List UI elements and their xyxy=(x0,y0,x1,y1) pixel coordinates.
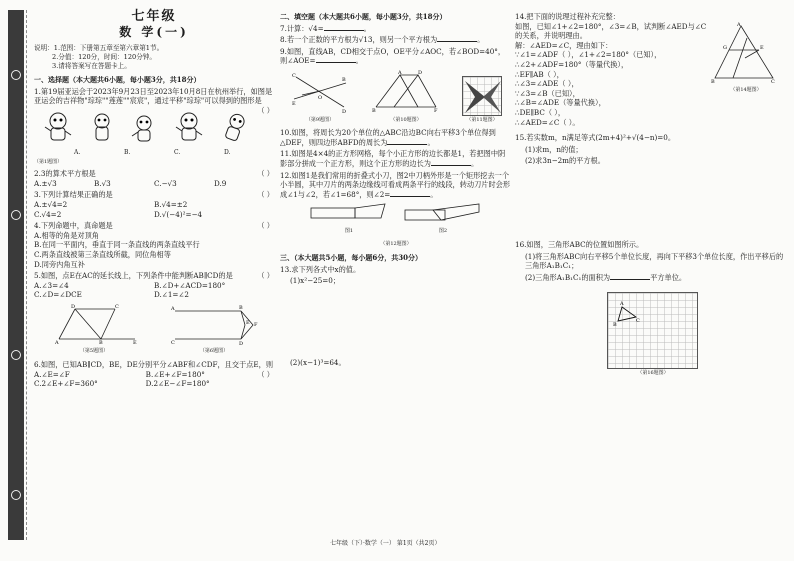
fold-line xyxy=(26,10,27,540)
q6-stem: 6.如图，已知AB∥CD，BE，DE分别平分∠ABF和∠CDF，且交于点E，则 xyxy=(34,360,274,370)
q12-blank[interactable] xyxy=(390,190,430,197)
q4-option-d[interactable]: D.同旁内角互补 xyxy=(34,259,85,269)
q14-line-7: ∵∠3=∠B（已知）， xyxy=(515,88,580,98)
q9-q11-figures xyxy=(280,69,512,125)
q13-workspace-2[interactable] xyxy=(280,367,512,427)
column-3 xyxy=(515,12,785,379)
q16-grid[interactable] xyxy=(607,292,698,369)
q1-options xyxy=(34,148,274,158)
q5-q6-figures xyxy=(34,303,274,357)
q6-paren: （ ） xyxy=(257,369,274,379)
q14-line-2: 解：∠AED=∠C，理由如下： xyxy=(515,40,613,50)
mascot-d-icon xyxy=(218,109,252,145)
q16-part-1: (1)将三角形ABC向右平移5个单位长度，再向下平移3个单位长度，作出平移后的三角形A₁B₁C₁； xyxy=(525,251,784,271)
q3-option-a[interactable]: A.±√4=2 xyxy=(34,199,68,209)
svg-text:G: G xyxy=(723,44,727,51)
q6-option-c[interactable]: C.2∠E+∠F=360° xyxy=(34,379,98,389)
section-2-title: 二、填空题（本大题共6小题，每小题3分，共18分） xyxy=(280,12,447,21)
q6-figure xyxy=(169,303,259,357)
q6-options xyxy=(34,370,257,389)
q9-figure xyxy=(290,69,350,125)
q16-part-2 xyxy=(515,273,785,283)
q9-intersecting-lines xyxy=(290,69,350,113)
q14-caption: （第14题图） xyxy=(730,87,762,94)
q15-part-2: (2)求3n−2m的平方根。 xyxy=(525,156,605,166)
q10-translation-triangle xyxy=(370,69,442,113)
q3-paren: （ ） xyxy=(257,190,274,200)
q15-workspace[interactable] xyxy=(515,166,785,238)
q14-line-8: ∴∠B=∠ADE（等量代换）， xyxy=(515,98,606,108)
instructions xyxy=(34,44,274,71)
q12-fig2-label: 图2 xyxy=(438,227,448,234)
svg-text:B: B xyxy=(99,339,103,345)
q8-text: 8.若一个正数的平方根为√13，则另一个平方根为 xyxy=(280,35,438,45)
q1-paren: （ ） xyxy=(257,105,274,115)
q13-workspace-1[interactable] xyxy=(280,286,512,356)
q5-caption: （第5题图） xyxy=(79,348,109,355)
section-1-title: 一、选择题（本大题共6小题，每小题3分，共18分） xyxy=(34,75,201,85)
q14-proof xyxy=(515,22,707,128)
q9-caption: （第9题图） xyxy=(305,116,335,123)
q2-option-b[interactable]: B.√3 xyxy=(94,178,111,188)
mascot-original-icon xyxy=(40,109,76,145)
q2-options xyxy=(34,179,274,189)
q14-line-3[interactable]: ∵∠1=∠ADF（ ），∠1+∠2=180°（已知）， xyxy=(515,50,662,60)
q14-triangle-diagram xyxy=(711,22,777,84)
q1-option-b[interactable]: B. xyxy=(124,148,131,156)
q1-option-d[interactable]: D. xyxy=(224,148,231,156)
question-8: 8.若一个正数的平方根为√13，则另一个平方根为 。 xyxy=(280,35,485,45)
question-3 xyxy=(34,190,274,219)
q2-option-a[interactable]: A.±√3 xyxy=(34,178,57,188)
subject-title: 数 学(一) xyxy=(119,24,189,39)
question-1 xyxy=(34,87,274,167)
question-10: 10.如图，将周长为20个单位的△ABC沿边BC向右平移3个单位得到△DEF，则四边形ABFD的周长为 。 xyxy=(280,128,496,147)
svg-text:B: B xyxy=(372,107,376,113)
svg-text:A: A xyxy=(55,339,59,345)
question-14-title: 14.把下面的说理过程补充完整： xyxy=(515,12,620,21)
question-2 xyxy=(34,169,274,188)
svg-text:O: O xyxy=(318,94,323,101)
q5-paren: （ ） xyxy=(257,271,274,281)
q6-option-b[interactable]: B.∠E+∠F=180° xyxy=(145,369,205,379)
q4-option-b[interactable]: B.在同一平面内，垂直于同一条直线的两条直线平行 xyxy=(34,240,200,250)
q5-figure xyxy=(49,303,139,357)
svg-text:B: B xyxy=(613,322,617,329)
q4-paren: （ ） xyxy=(257,221,274,231)
q14-line-6[interactable]: ∴∠3=∠ADE（ ）， xyxy=(515,79,579,89)
q11-figure xyxy=(462,76,502,126)
question-5 xyxy=(34,271,274,357)
q2-paren: （ ） xyxy=(257,169,274,179)
q14-line-5[interactable]: ∴EF∥AB（ ）， xyxy=(515,69,564,79)
svg-text:C: C xyxy=(292,72,296,79)
q16-triangle xyxy=(608,293,699,370)
svg-text:D: D xyxy=(342,108,347,113)
svg-text:E: E xyxy=(760,44,764,51)
q14-figure xyxy=(711,22,781,96)
q12-text: 12.如图1是我们常用的折叠式小刀，图2中刀柄外形是一个矩形挖去一个小半圆，其中刀片的两条边缘线可看成两条平行的线段，转动刀片时会形成∠1与∠2，若∠1=68°，则∠2= xyxy=(280,170,511,199)
q16-figure xyxy=(607,292,699,379)
question-14 xyxy=(515,22,785,128)
q4-option-a[interactable]: A.相等的角是对顶角 xyxy=(34,230,99,240)
question-11: 11.如图是4×4的正方形网格，每个小正方形的边长都是1，若把图中阴影部分拼成一个正方形，则这个正方形的边长为 。 xyxy=(280,149,506,168)
question-4 xyxy=(34,221,274,269)
q1-stem: 1.第19届亚运会于2023年9月23日至2023年10月8日在杭州举行，如图是亚运会的吉祥物"琮琮""莲莲""宸宸"，通过平移"琮琮"可以得到的图形是 xyxy=(34,86,273,106)
column-1 xyxy=(34,9,274,389)
q4-stem: 4.下列命题中，真命题是 xyxy=(34,221,113,231)
q12-figures xyxy=(280,202,512,236)
grade-title: 七年级 xyxy=(131,9,177,24)
question-13: 13.求下列各式中x的值。 xyxy=(280,264,361,274)
q9-text: 9.如图，直线AB，CD相交于点O，OE平分∠AOC，若∠BOD=40°，则∠AOE= xyxy=(280,46,506,66)
q3-stem: 3.下列计算结果正确的是 xyxy=(34,190,113,200)
svg-text:A: A xyxy=(620,301,624,308)
q13-part-1: (1)x²−25=0； xyxy=(290,276,341,286)
svg-text:E: E xyxy=(246,319,250,326)
svg-text:B: B xyxy=(711,78,715,84)
q5-options xyxy=(34,281,274,300)
svg-text:F: F xyxy=(254,321,258,328)
svg-text:A: A xyxy=(171,305,175,312)
q10-figure xyxy=(370,69,442,125)
q5-option-d[interactable]: D.∠1=∠2 xyxy=(154,290,190,300)
q12-fig1-label: 图1 xyxy=(344,227,354,234)
q6-option-a[interactable]: A.∠E=∠F xyxy=(34,369,70,379)
q5-option-b[interactable]: B.∠D+∠ACD=180° xyxy=(154,280,226,290)
q3-option-d[interactable]: D.√(−4)²=−4 xyxy=(154,209,203,219)
q11-caption: （第11题图） xyxy=(466,116,498,123)
folding-knife-1 xyxy=(309,202,389,224)
q1-option-a[interactable]: A. xyxy=(74,148,81,156)
q12-caption: （第12题图） xyxy=(380,240,412,247)
q5-stem: 5.如图，点E在AC的延长线上，下列条件中能判断AB∥CD的是 xyxy=(34,271,233,281)
q12-figure-2 xyxy=(403,202,483,236)
q11-grid xyxy=(462,76,502,116)
q6-parallel-diagram xyxy=(169,303,259,345)
q12-figure-1 xyxy=(309,202,389,236)
svg-text:C: C xyxy=(171,339,175,345)
q6-caption: （第6题图） xyxy=(199,348,229,355)
question-12: 12.如图1是我们常用的折叠式小刀，图2中刀柄外形是一个矩形挖去一个小半圆，其中刀片的两条边缘线可看成两条平行的线段，转动刀片时会形成∠1与∠2，若∠1=68°，则∠2= 。 xyxy=(280,170,511,199)
question-16: 16.如图，三角形ABC的位置如图所示。 xyxy=(515,239,644,249)
q16-part-2-text: (2)三角形A₁B₁C₁的面积为 xyxy=(525,272,611,282)
column-2 xyxy=(280,12,512,427)
q3-option-c[interactable]: C.√4=2 xyxy=(34,209,62,219)
q4-option-c[interactable]: C.两条直线被第三条直线所截，同位角相等 xyxy=(34,249,171,259)
question-15: 15.若实数m，n满足等式(2m+4)²+√(4−n)=0。 xyxy=(515,133,676,143)
svg-text:A: A xyxy=(737,21,741,28)
svg-text:B: B xyxy=(239,304,243,311)
svg-text:C: C xyxy=(771,78,775,84)
q11-text: 11.如图是4×4的正方形网格，每个小正方形的边长都是1，若把图中阴影部分拼成一个正方形，则这个正方形的边长为 xyxy=(280,149,506,168)
q2-option-c[interactable]: C.−√3 xyxy=(154,178,177,188)
q1-caption: （第1题图） xyxy=(34,158,63,165)
q1-figures xyxy=(34,109,257,145)
q8-blank[interactable] xyxy=(437,35,477,42)
q7-blank[interactable] xyxy=(324,24,364,31)
q13-part-2: (2)(x−1)³=64。 xyxy=(290,357,346,367)
instruction-3: 3.请将答案写在答题卡上。 xyxy=(52,62,131,71)
q11-blank[interactable] xyxy=(431,159,471,166)
q14-line-1: 如图，已知∠1+∠2=180°，∠3=∠B，试判断∠AED与∠C的关系，并说明理由。 xyxy=(515,21,707,41)
q5-option-a[interactable]: A.∠3=∠4 xyxy=(34,280,69,290)
q9-blank[interactable] xyxy=(316,56,356,63)
svg-text:F: F xyxy=(434,107,438,113)
mascot-c-icon xyxy=(171,109,207,145)
q11-shaded-shape xyxy=(463,77,503,117)
q3-options xyxy=(34,200,274,219)
q16-blank[interactable] xyxy=(610,273,650,280)
instruction-1: 说明：1.范围：下册第五章至第六章第1节。 xyxy=(34,44,164,53)
q16-caption: （第16题图） xyxy=(637,370,669,377)
q5-option-c[interactable]: C.∠D=∠DCE xyxy=(34,290,82,300)
q16-part-2-tail: 平方单位。 xyxy=(650,272,687,282)
q6-option-d[interactable]: D.2∠E−∠F=180° xyxy=(145,379,210,389)
section-3-title: 三、（本大题共5小题，每小题6分，共30分） xyxy=(280,253,422,263)
q14-line-10[interactable]: ∴∠AED=∠C（ ）。 xyxy=(515,117,580,127)
svg-text:D: D xyxy=(418,69,423,76)
q10-caption: （第10题图） xyxy=(390,116,422,123)
instruction-2: 2.分值：120分，时间：120分钟。 xyxy=(52,53,156,62)
q10-text: 10.如图，将周长为20个单位的△ABC沿边BC向右平移3个单位得到△DEF，则四边形ABFD的周长为 xyxy=(280,128,496,147)
svg-text:D: D xyxy=(71,303,76,310)
svg-text:A: A xyxy=(398,69,402,76)
question-7: 7.计算：√4= 。 xyxy=(280,23,371,33)
q2-stem: 2.3的算术平方根是 xyxy=(34,169,96,179)
q15-part-1: (1)求m，n的值； xyxy=(525,144,583,154)
q7-text: 7.计算：√4= xyxy=(280,23,324,33)
svg-text:B: B xyxy=(342,76,346,83)
svg-text:E: E xyxy=(292,100,296,107)
q14-line-9[interactable]: ∴DE∥BC（ ）， xyxy=(515,107,566,117)
q5-parallel-diagram xyxy=(49,303,139,345)
svg-text:C: C xyxy=(115,303,119,310)
folding-knife-2 xyxy=(403,202,483,224)
page-footer: 七年级（下）·数学（一） 第1页（共2页） xyxy=(330,540,441,547)
q3-option-b[interactable]: B.√4=±2 xyxy=(154,199,188,209)
q10-blank[interactable] xyxy=(387,138,427,145)
question-6 xyxy=(34,360,274,389)
q14-line-4: ∴∠2+∠ADF=180°（等量代换）， xyxy=(515,59,629,69)
binding-strip xyxy=(8,10,24,540)
question-9: 9.如图，直线AB，CD相交于点O，OE平分∠AOC，若∠BOD=40°，则∠AOE= 。 xyxy=(280,46,506,66)
q2-option-d[interactable]: D.9 xyxy=(214,178,227,188)
svg-text:C: C xyxy=(636,318,640,325)
svg-text:E: E xyxy=(133,339,137,345)
q1-option-c[interactable]: C. xyxy=(174,148,181,156)
mascot-b-icon xyxy=(128,109,160,145)
svg-text:D: D xyxy=(239,340,244,345)
mascot-a-icon xyxy=(87,109,117,145)
